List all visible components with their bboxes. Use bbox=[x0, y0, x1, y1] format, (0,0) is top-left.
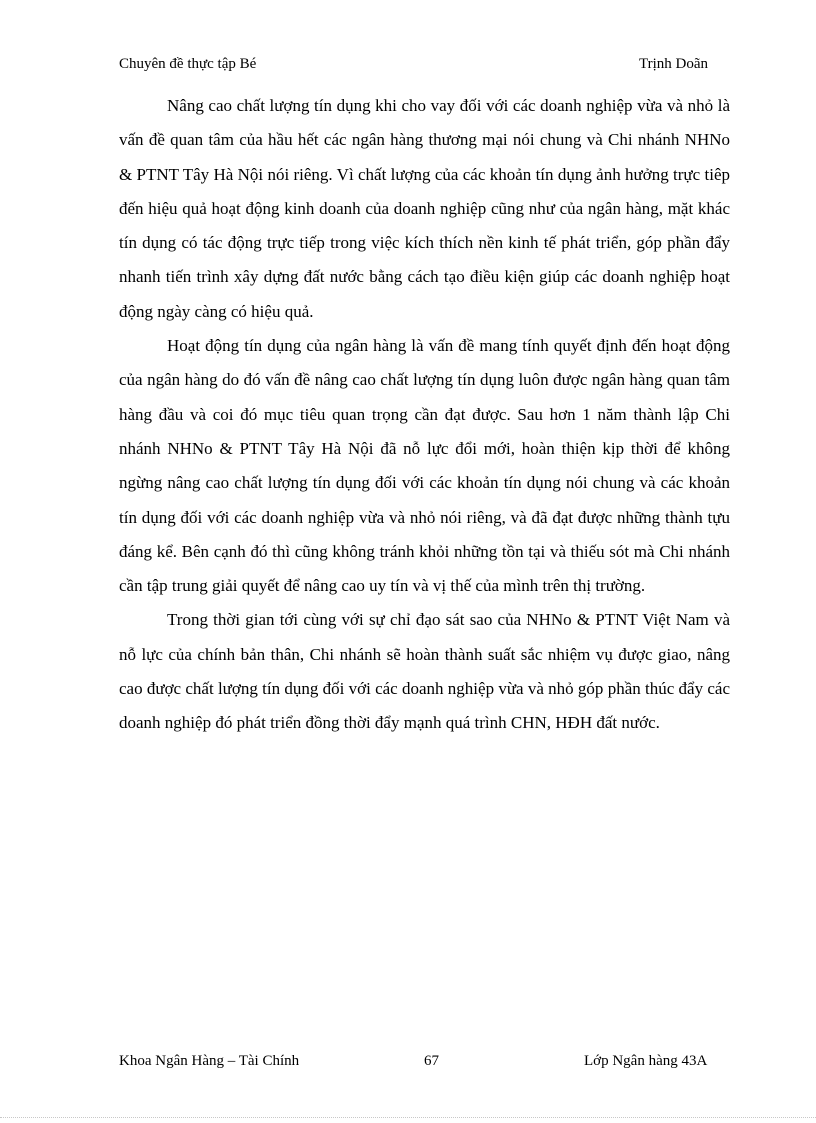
paragraph-3: Trong thời gian tới cùng với sự chỉ đạo sát sao của NHNo & PTNT Việt Nam và nỗ lực của chính bản thân, Chi nhánh sẽ hoàn thành suất sắc nhiệm vụ được giao, nâng cao được chất lượng tín dụng đối với các doanh nghiệp vừa và nhỏ góp phần thúc đẩy các doanh nghiệp đó phát triển đồng thời đẩy mạnh quá trình CHN, HĐH đất nước. bbox=[119, 610, 730, 733]
body-text bbox=[119, 89, 730, 741]
footer-class: Lớp Ngân hàng 43A bbox=[584, 1053, 708, 1069]
paragraph-1: Nâng cao chất lượng tín dụng khi cho vay đối với các doanh nghiệp vừa và nhỏ là vấn đề quan tâm của hầu hết các ngân hàng thương mại nói chung và Chi nhánh NHNo & PTNT Tây Hà Nội nói riêng. Vì chất lượng của các khoản tín dụng ảnh hưởng trực tiêp đến hiệu quả hoạt động kinh doanh của doanh nghiệp cũng như của ngân hàng, mặt khác tín dụng có tác động trực tiếp trong việc kích thích nền kinh tế phát triển, góp phần đẩy nhanh tiến trình xây dựng đất nước bằng cách tạo điều kiện giúp các doanh nghiệp hoạt động ngày càng có hiệu quả. bbox=[119, 96, 730, 321]
header-right-author: Trịnh Doãn bbox=[639, 56, 709, 72]
page-edge-divider bbox=[0, 1117, 816, 1118]
page-number: 67 bbox=[424, 1053, 439, 1069]
footer-faculty: Khoa Ngân Hàng – Tài Chính bbox=[119, 1053, 300, 1069]
header-left-title: Chuyên đề thực tập Bé bbox=[119, 56, 257, 72]
paragraph-2: Hoạt động tín dụng của ngân hàng là vấn đề mang tính quyết định đến hoạt động của ngân hàng do đó vấn đề nâng cao chất lượng tín dụng luôn được ngân hàng quan tâm hàng đầu và coi đó mục tiêu quan trọng cần đạt được. Sau hơn 1 năm thành lập Chi nhánh NHNo & PTNT Tây Hà Nội đã nỗ lực đổi mới, hoàn thiện kịp thời để không ngừng nâng cao chất lượng tín dụng đối với các khoản tín dụng nói chung và các khoản tín dụng đối với các doanh nghiệp vừa và nhỏ nói riêng, và đã đạt được những thành tựu đáng kể. Bên cạnh đó thì cũng không tránh khỏi những tồn tại và thiếu sót mà Chi nhánh cần tập trung giải quyết để nâng cao uy tín và vị thế của mình trên thị trường. bbox=[119, 336, 730, 596]
